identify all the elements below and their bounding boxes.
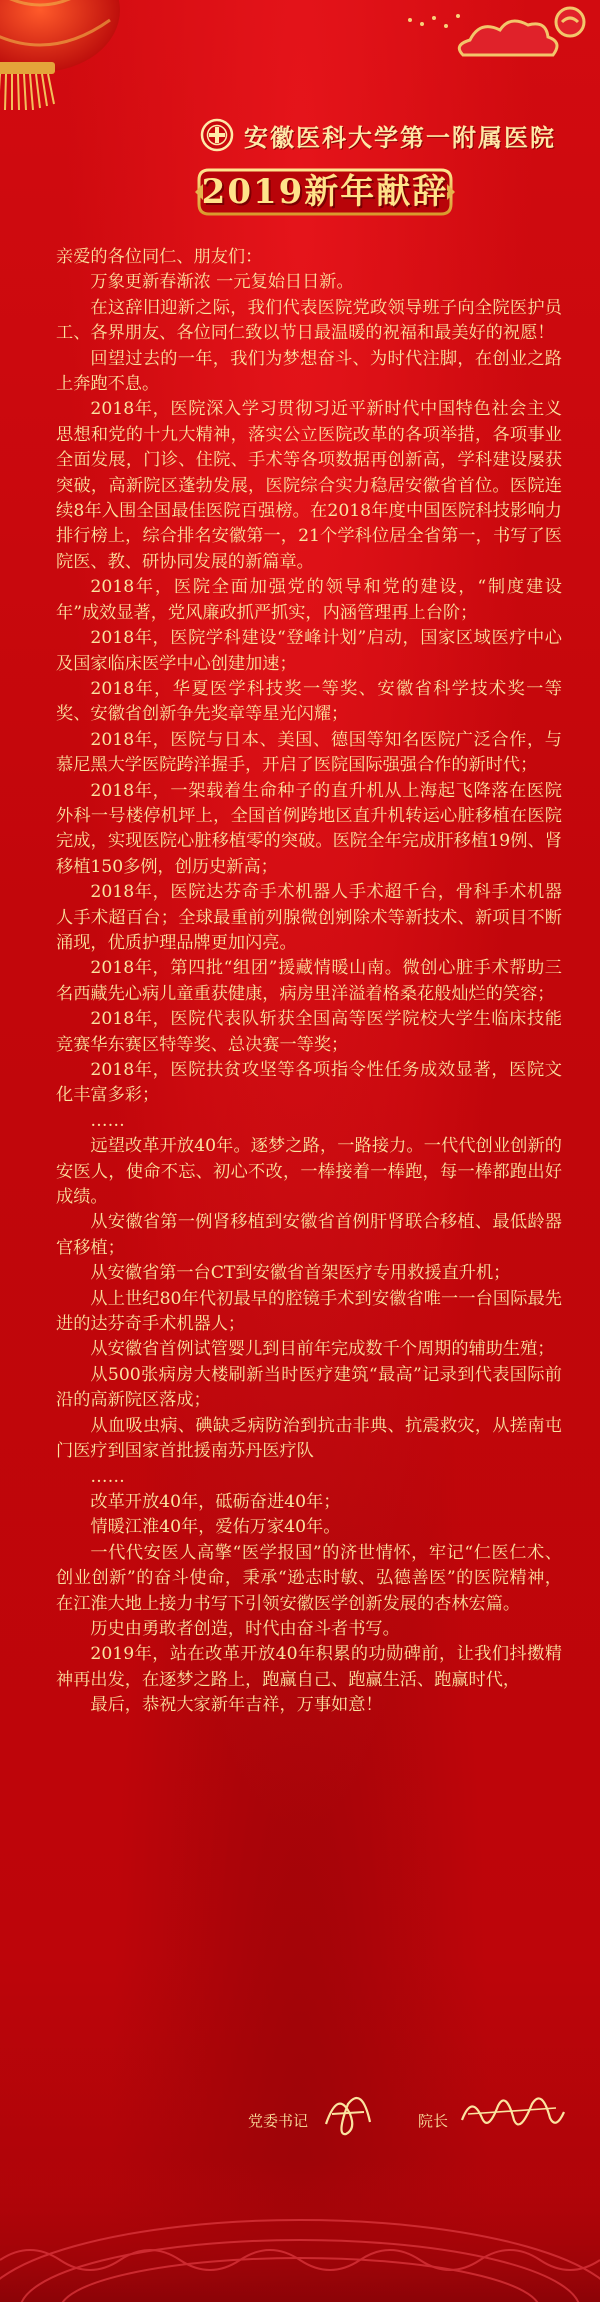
paragraph: 2018年，一架载着生命种子的直升机从上海起飞降落在医院外科一号楼停机坪上，全国首例跨地区直升机转运心脏移植在医院完成，实现医院心脏移植零的突破。医院全年完成肝移植19例、肾移植150多例，创历史新高；: [56, 780, 562, 877]
address-body: [56, 245, 562, 1719]
paragraph: 从血吸虫病、碘缺乏病防治到抗击非典、抗震救灾，从搓南屯门医疗到国家首批援南苏丹医疗队: [56, 1415, 562, 1462]
page-title: 2019新年献辞: [201, 172, 449, 212]
secretary-label: 党委书记: [248, 2112, 309, 2130]
paragraph: 2018年，医院深入学习贯彻习近平新时代中国特色社会主义思想和党的十九大精神，落实公立医院改革的各项举措，各项事业全面发展，门诊、住院、手术等各项数据再创新高，学科建设屡获突破，高新院区蓬勃发展，医院综合实力稳居安徽省首位。医院连续8年入围全国最佳医院百强榜。在2018年度中国医院科技影响力排行榜上，综合排名安徽第一，21个学科位居全省第一，书写了医院医、教、研协同发展的新篇章。: [56, 399, 562, 572]
signature-area: [0, 2080, 600, 2160]
secretary-signature: [318, 2084, 378, 2144]
paragraph: ……: [90, 1110, 125, 1131]
paragraph: 2018年，医院扶贫攻坚等各项指令性任务成效显著，医院文化丰富多彩；: [56, 1060, 562, 1106]
paragraph: 情暖江淮40年，爱佑万家40年。: [90, 1517, 341, 1538]
paragraph: 从500张病房大楼刷新当时医疗建筑“最高”记录到代表国际前沿的高新院区落成；: [56, 1364, 562, 1411]
paragraph: 万象更新春渐浓 一元复始日日新。: [90, 272, 354, 293]
paragraph: 最后，恭祝大家新年吉祥，万事如意！: [90, 1695, 383, 1716]
hospital-logo-icon: [200, 118, 234, 152]
paragraph: 2018年，医院全面加强党的领导和党的建设，“制度建设年”成效显著，党风廉政抓严抓实，内涵管理再上台阶；: [56, 577, 562, 623]
paragraph: 2018年，医院达芬奇手术机器人手术超千台，骨科手术机器人手术超百台；全球最重前列腺微创剜除术等新技术、新项目不断涌现，优质护理品牌更加闪亮。: [56, 882, 562, 953]
hospital-name: 安徽医科大学第一附属医院: [244, 123, 556, 152]
president-label: 院长: [418, 2112, 449, 2130]
paragraph: 从安徽省第一例肾移植到安徽省首例肝肾联合移植、最低龄器官移植；: [56, 1212, 562, 1258]
paragraph: 从安徽省第一台CT到安徽省首架医疗专用救援直升机；: [90, 1263, 511, 1284]
paragraph: 历史由勇敢者创造，时代由奋斗者书写。: [90, 1618, 400, 1639]
header: [0, 104, 600, 224]
paragraph: 改革开放40年，砥砺奋进40年；: [90, 1491, 341, 1512]
paragraph: 2018年，医院代表队斩获全国高等医学院校大学生临床技能竞赛华东赛区特等奖、总决赛一等奖；: [56, 1009, 562, 1055]
paragraph: 从安徽省首例试管婴儿到目前年完成数千个周期的辅助生殖；: [90, 1339, 555, 1360]
paragraph: 2018年，医院与日本、美国、德国等知名医院广泛合作，与慕尼黑大学医院跨洋握手，开启了医院国际强强合作的新时代；: [56, 729, 562, 776]
paragraph: 2019年，站在改革开放40年积累的功勋碑前，让我们抖擞精神再出发，在逐梦之路上，跑赢自己、跑赢生活、跑赢时代，: [56, 1644, 562, 1690]
paragraph: 2018年，华夏医学科技奖一等奖、安徽省科学技术奖一等奖、安徽省创新争先奖章等星光闪耀；: [56, 678, 562, 725]
paragraph: 在这辞旧迎新之际，我们代表医院党政领导班子向全院医护员工、各界朋友、各位同仁致以节日最温暖的祝福和最美好的祝愿！: [56, 297, 562, 344]
cloud-icon: [270, 0, 600, 80]
paragraph: 一代代安医人高擎“医学报国”的济世情怀，牢记“仁医仁术、创业创新”的奋斗使命，秉承“逊志时敏、弘德善医”的医院精神，在江淮大地上接力书写下引领安徽医学创新发展的杏林宏篇。: [56, 1542, 562, 1614]
greeting: 亲爱的各位同仁、朋友们：: [56, 247, 263, 267]
lantern-icon: [0, 0, 150, 110]
paragraph: 2018年，医院学科建设“登峰计划”启动，国家区域医疗中心及国家临床医学中心创建加速；: [56, 628, 562, 674]
paragraph: ……: [90, 1466, 125, 1487]
president-signature: [458, 2084, 568, 2144]
bottom-pattern: [0, 2160, 600, 2302]
paragraph: 回望过去的一年，我们为梦想奋斗、为时代注脚，在创业之路上奔跑不息。: [56, 348, 562, 395]
paragraph: 2018年，第四批“组团”援藏情暖山南。微创心脏手术帮助三名西藏先心病儿童重获健康，病房里洋溢着格桑花般灿烂的笑容；: [56, 958, 562, 1004]
paragraph: 远望改革开放40年。逐梦之路，一路接力。一代代创业创新的安医人，使命不忘、初心不改，一棒接着一棒跑，每一棒都跑出好成绩。: [56, 1136, 562, 1208]
paragraph: 从上世纪80年代初最早的腔镜手术到安徽省唯一一台国际最先进的达芬奇手术机器人；: [56, 1288, 562, 1335]
